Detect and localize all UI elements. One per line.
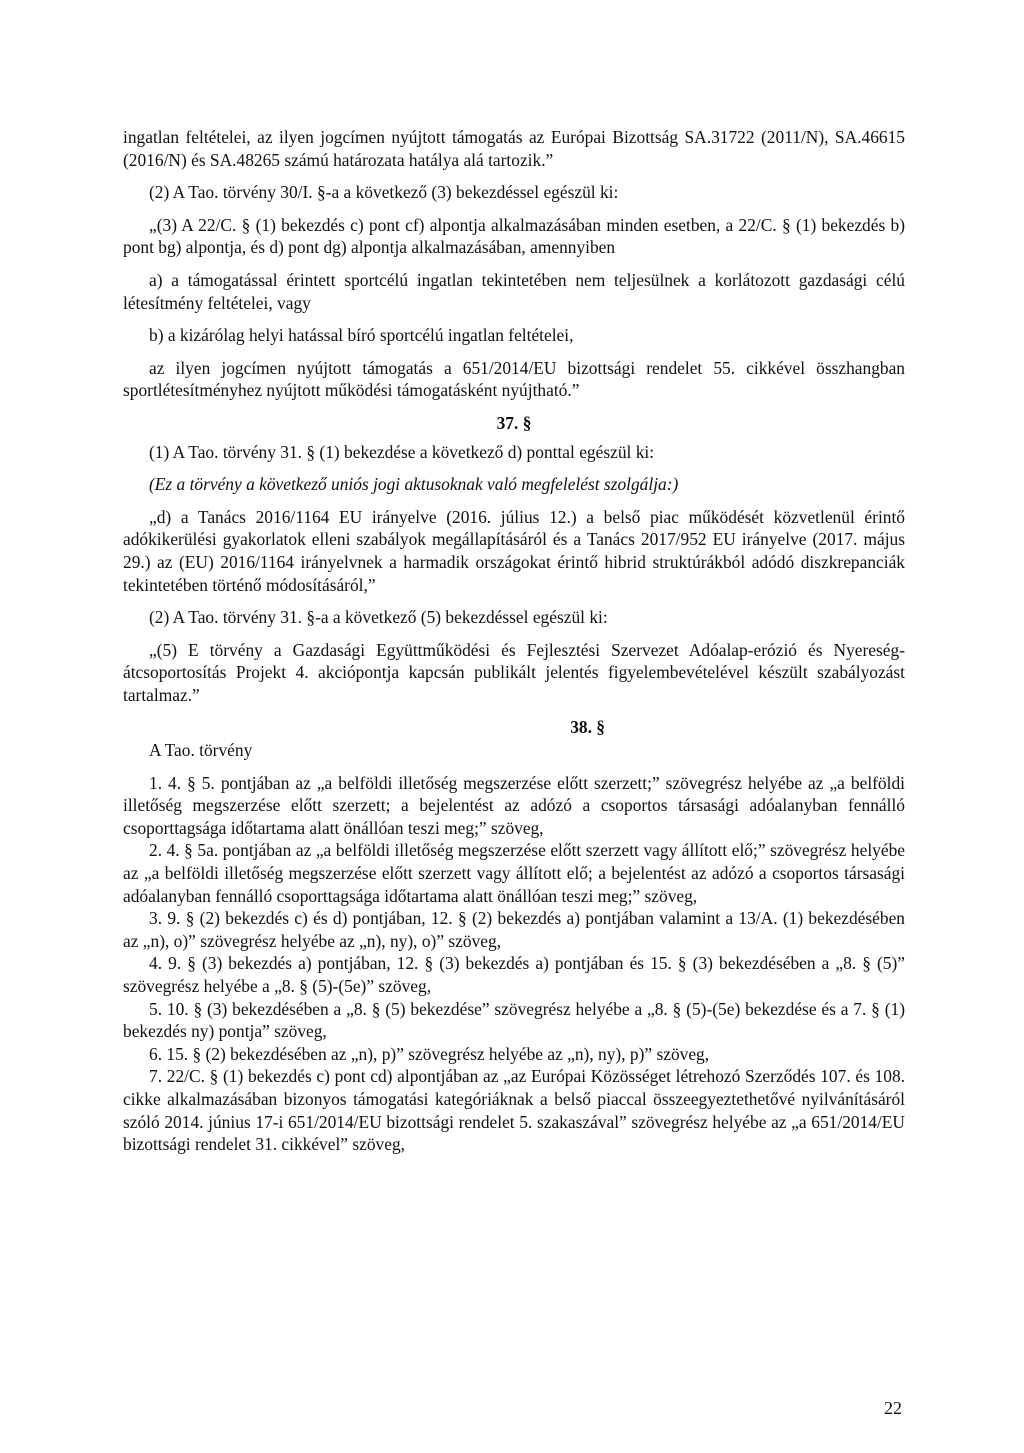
paragraph-9: „d) a Tanács 2016/1164 EU irányelve (2016. július 12.) a belső piac működését közvetlenül érintő adókikerülési gyakorlatok elleni szabályok megállapításáról és a Tanács 2017/952 EU irányelve (2017. május 29.) az (EU) 2016/1164 irányelvnek a harmadik országokat érintő hibrid struktúrákból adódó diszkrepanciák tekintetében történő módosításáról,” xyxy=(123,506,905,595)
section-heading-38: 38. § xyxy=(570,717,605,738)
paragraph-5: b) a kizárólag helyi hatással bíró sportcélú ingatlan feltételei, xyxy=(149,325,574,346)
paragraph-12: A Tao. törvény xyxy=(149,740,253,761)
paragraph-2: (2) A Tao. törvény 30/I. §-a a következő (3) bekezdéssel egészül ki: xyxy=(149,182,619,203)
page-number: 22 xyxy=(884,1398,902,1418)
list-item: 2. 4. § 5a. pontjában az „a belföldi illetőség megszerzése előtt szerzett vagy állított elő;” szövegrész helyébe az „a belföldi illetőség megszerzése előtt szerzett vagy állított elő; a bejelentést az adózó a csoportos társasági adóalanyban fennálló csoporttagsága időtartama alatt önállóan teszi meg;” szöveg, xyxy=(123,840,905,906)
paragraph-1: ingatlan feltételei, az ilyen jogcímen nyújtott támogatás az Európai Bizottság SA.31722 (2011/N), SA.46615 (2016/N) és SA.48265 számú határozata hatálya alá tartozik.” xyxy=(123,127,905,170)
document-body xyxy=(123,126,905,1156)
list-item: 1. 4. § 5. pontjában az „a belföldi illetőség megszerzése előtt szerzett;” szövegrész helyébe az „a belföldi illetőség megszerzése előtt szerzett; a bejelentést az adózó a csoportos társasági adóalanyban fennálló csoporttagsága időtartama alatt önállóan teszi meg;” szöveg, xyxy=(123,772,905,838)
amendment-list xyxy=(123,772,905,1156)
paragraph-7: (1) A Tao. törvény 31. § (1) bekezdése a következő d) ponttal egészül ki: xyxy=(149,441,655,462)
paragraph-6: az ilyen jogcímen nyújtott támogatás a 651/2014/EU bizottsági rendelet 55. cikkével összhangban sportlétesítményhez nyújtott működési támogatásként nyújtható.” xyxy=(123,357,905,401)
paragraph-11: „(5) E törvény a Gazdasági Együttműködési és Fejlesztési Szervezet Adóalap-erózió és Nyereség-átcsoportosítás Projekt 4. akciópontja kapcsán publikált jelentés figyelembevételével készült szabályozást tartalmaz.” xyxy=(123,639,905,705)
list-item: 7. 22/C. § (1) bekezdés c) pont cd) alpontjában az „az Európai Közösséget létrehozó Szerződés 107. és 108. cikke alkalmazásában bizonyos támogatási kategóriáknak a belső piaccal összeegyeztethetővé nyilvánításáról szóló 2014. június 17-i 651/2014/EU bizottsági rendelet 5. szakaszával” szövegrész helyébe az „a 651/2014/EU bizottsági rendelet 31. cikkével” szöveg, xyxy=(123,1066,905,1155)
paragraph-10: (2) A Tao. törvény 31. §-a a következő (5) bekezdéssel egészül ki: xyxy=(149,607,608,628)
paragraph-4: a) a támogatással érintett sportcélú ingatlan tekintetében nem teljesülnek a korlátozott gazdasági célú létesítmény feltételei, vagy xyxy=(123,269,905,313)
list-item: 3. 9. § (2) bekezdés c) és d) pontjában, 12. § (2) bekezdés a) pontjában valamint a 13/A. (1) bekezdésében az „n), o)” szövegrész helyébe az „n), ny), o)” szöveg, xyxy=(123,908,905,951)
section-heading-37: 37. § xyxy=(496,412,532,433)
paragraph-8: (Ez a törvény a következő uniós jogi aktusoknak való megfelelést szolgálja:) xyxy=(149,474,679,495)
list-item: 6. 15. § (2) bekezdésében az „n), p)” szövegrész helyébe az „n), ny), p)” szöveg, xyxy=(149,1043,710,1064)
list-item: 4. 9. § (3) bekezdés a) pontjában, 12. § (3) bekezdés a) pontjában és 15. § (3) bekezdésében a „8. § (5)” szövegrész helyébe a „8. § (5)-(5e)” szöveg, xyxy=(123,953,905,996)
list-item: 5. 10. § (3) bekezdésében a „8. § (5) bekezdése” szövegrész helyébe a „8. § (5)-(5e) bekezdése és a 7. § (1) bekezdés ny) pontja” szöveg, xyxy=(123,998,905,1042)
paragraph-3: „(3) A 22/C. § (1) bekezdés c) pont cf) alpontja alkalmazásában minden esetben, a 22/C. § (1) bekezdés b) pont bg) alpontja, és d) pont dg) alpontja alkalmazásában, amennyiben xyxy=(123,214,905,258)
